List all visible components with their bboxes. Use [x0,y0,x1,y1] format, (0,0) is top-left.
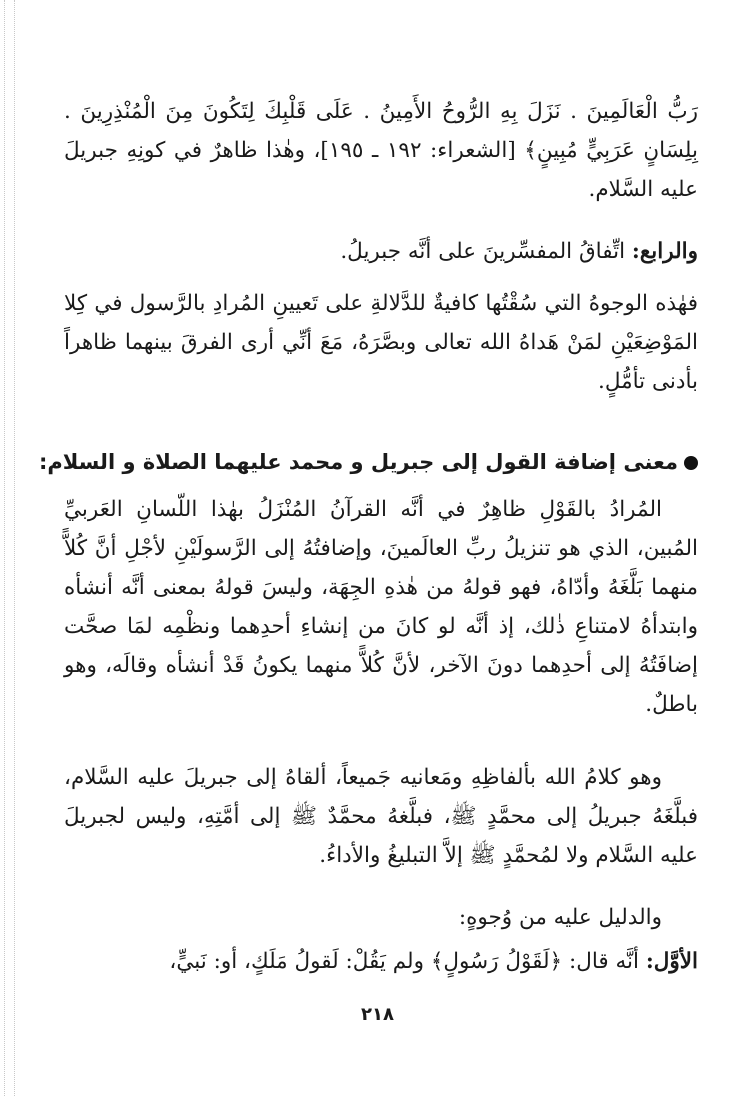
paragraph-fourth-point [64,232,698,271]
paragraph-text: والدليل عليه من وُجوهٍ: [458,905,662,930]
paragraph-conclusion [64,284,698,401]
point-label: والرابع: [631,239,698,264]
paragraph-evidence-intro [64,898,698,937]
paragraph-meaning [64,490,698,724]
paragraph-first-evidence [64,942,698,981]
point-text: اتِّفاقُ المفسِّرينَ على أنَّه جبريلُ. [340,239,632,264]
section-heading [38,447,698,477]
page-edge-line [14,0,16,1096]
paragraph-quran-quote [64,92,698,209]
point-text: أنَّه قال: ﴿لَقَوْلُ رَسُولٍ﴾ ولم يَقُلْ: لَقولُ مَلَكٍ، أو: نَبيٍّ، [169,949,646,974]
paragraph-text: المُرادُ بالقَوْلِ ظاهِرٌ في أنَّه القرآنُ المُنْزَلُ بهٰذا اللّسانِ العَربيِّ المُبين، الذي هو تنزيلُ ربِّ العالَمينَ، وإضافتُهُ إلى الرَّسولَيْنِ لأجْلِ أنَّ كُلاًّ منهما بَلَّغَهُ وأدّاهُ، فهو قولهُ من هٰذهِ الجِهَة، وليسَ قولهُ بمعنى أنَّه أنشأه وابتدأهُ لامتناعِ ذٰلك، إذ أنَّه لو كانَ من إنشاءِ أحدِهما ونظْمِه لمَا صحَّت إضافَتُهُ إلى أحدِهما دونَ الآخر، لأنَّ كُلاًّ منهما يكونُ قَدْ أنشأه وقالَه، وهو باطلٌ. [64,497,698,717]
paragraph-text: وهو كلامُ الله بألفاظِهِ ومَعانيه جَميعاً، ألقاهُ إلى جبريلَ عليه السَّلام، فبلَّغَهُ جبريلُ إلى محمَّدٍ ﷺ، فبلَّغهُ محمَّدٌ ﷺ إلى أمَّتِهِ، وليس لجبريلَ عليه السَّلام ولا لمُحمَّدٍ ﷺ إلاَّ التبليغُ والأداءُ. [64,765,698,868]
section-heading-text: معنى إضافة القول إلى جبريل و محمد عليهما الصلاة و السلام: [38,450,678,474]
paragraph-text [64,942,698,981]
page-number: ٢١٨ [361,1004,394,1025]
paragraph-word-of-god [64,758,698,875]
paragraph-text [64,232,698,271]
page-edge-line [4,0,6,1096]
paragraph-text: رَبُّ الْعَالَمِينَ . نَزَلَ بِهِ الرُّوحُ الأَمِينُ . عَلَى قَلْبِكَ لِتَكُونَ مِنَ الْمُنْذِرِينَ . بِلِسَانٍ عَرَبِيٍّ مُبِينٍ﴾ [الشعراء: ١٩٢ ـ ١٩٥]، وهٰذا ظاهرٌ في كونِهِ جبريلَ عليه السَّلام. [64,99,698,202]
paragraph-text: فهٰذه الوجوهُ التي سُقْتُها كافيةٌ للدَّلالةِ على تَعيينِ المُرادِ بالرَّسول في كِلا المَوْضِعَيْنِ لمَنْ هَداهُ الله تعالى وبصَّرَهُ، مَعَ أنِّي أرى الفرقَ بينهما ظاهراً بأدنى تأمُّلٍ. [64,291,698,394]
bullet-icon [684,456,698,470]
point-label: الأوَّل: [645,949,698,974]
